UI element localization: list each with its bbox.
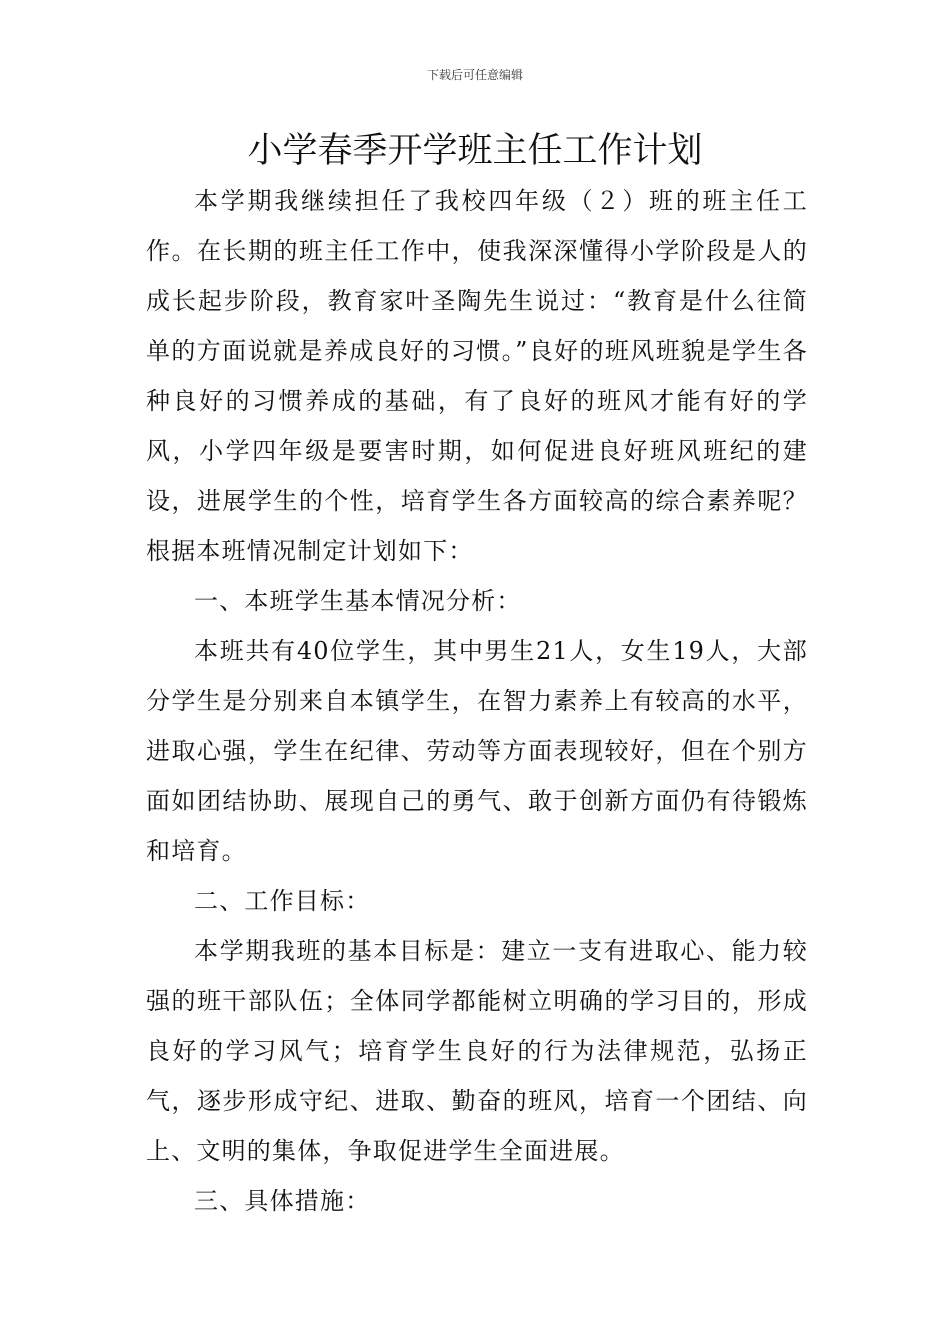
section-body-work-goals: 本学期我班的基本目标是：建立一支有进取心、能力较强的班干部队伍；全体同学都能树立明确的学习目的，形成良好的学习风气；培育学生良好的行为法律规范，弘扬正气，逐步形成守纪、进取、勤奋的班风，培育一个团结、向上、文明的集体，争取促进学生全面进展。: [146, 937, 808, 1165]
document-title: 小学春季开学班主任工作计划: [247, 131, 703, 171]
section-body-student-analysis: 本班共有40位学生，其中男生21人，女生19人，大部分学生是分别来自本镇学生，在智力素养上有较高的水平，进取心强，学生在纪律、劳动等方面表现较好，但在个别方面如团结协助、展现自己的勇气、敢于创新方面仍有待锻炼和培育。: [146, 637, 808, 865]
document-body: [146, 176, 808, 1226]
header-note: 下载后可任意编辑: [426, 68, 523, 82]
section-heading-measures: 三、具体措施：: [194, 1187, 371, 1215]
intro-paragraph: 本学期我继续担任了我校四年级（２）班的班主任工作。在长期的班主任工作中，使我深深懂得小学阶段是人的成长起步阶段，教育家叶圣陶先生说过：“教育是什么往简单的方面说就是养成良好的习惯。”良好的班风班貌是学生各种良好的习惯养成的基础，有了良好的班风才能有好的学风，小学四年级是要害时期，如何促进良好班风班纪的建设，进展学生的个性，培育学生各方面较高的综合素养呢？根据本班情况制定计划如下：: [146, 187, 808, 565]
section-heading-student-analysis: 一、本班学生基本情况分析：: [194, 587, 522, 615]
section-heading-work-goals: 二、工作目标：: [194, 887, 371, 915]
